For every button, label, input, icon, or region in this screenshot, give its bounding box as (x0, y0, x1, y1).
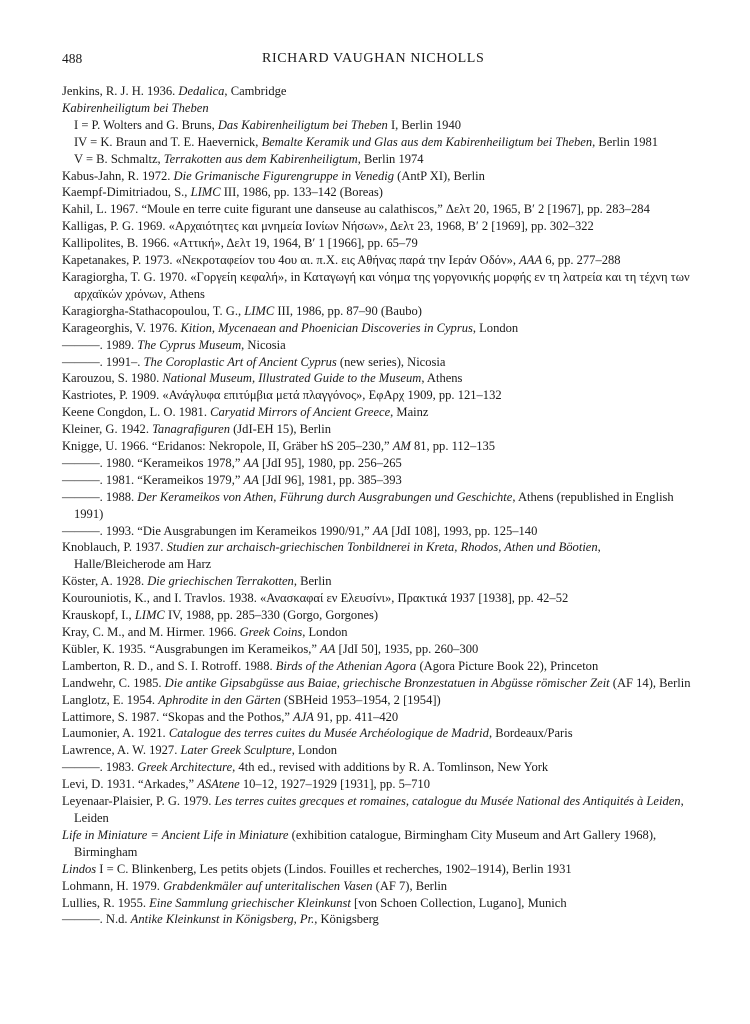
entry-italic: Grabdenkmäler auf unteritalischen Vasen (163, 878, 373, 893)
bibliography-entry (62, 489, 694, 523)
entry-italic: National Museum, Illustrated Guide to the Museum (162, 371, 422, 386)
entry-italic: The Coroplastic Art of Ancient Cyprus (143, 354, 337, 369)
entry-rest: [JdI 50], 1935, pp. 260–300 (335, 641, 479, 656)
entry-text: Knigge, U. 1966. “Eridanos: Nekropole, II, Gräber hS 205–230,” (62, 439, 393, 454)
entry-italic: LIMC (244, 303, 275, 318)
bibliography-entry (62, 455, 694, 472)
entry-text: Levi, D. 1931. “Arkades,” (62, 777, 198, 792)
entry-text: Karagiorgha-Stathacopoulou, T. G., (62, 303, 245, 318)
bibliography-entry (62, 861, 694, 878)
entry-rest: , London (472, 320, 519, 335)
bibliography-entry (62, 421, 694, 438)
entry-rest: , Berlin (293, 574, 332, 589)
entry-text: Karagiorgha, T. G. 1970. «Γοργείη κεφαλή», in Καταγωγή και νόημα της γοργονικής μορφής εν τη λατρεία και τη τέχνη των αρχαϊκών χρόνων, Athens (62, 269, 690, 301)
entry-text: Krauskopf, I., (62, 608, 135, 623)
entry-italic: LIMC (134, 608, 165, 623)
entry-text: ———. 1981. “Kerameikos 1979,” (62, 472, 244, 487)
entry-text: Kapetanakes, P. 1973. «Νεκροταφείον του 4ου αι. π.Χ. εις Αθήνας παρά την Ιεράν Οδόν», (62, 253, 520, 268)
entry-italic: Life in Miniature = Ancient Life in Miniature (62, 827, 289, 842)
entry-italic: Dedalica (178, 84, 225, 98)
entry-rest: IV, 1988, pp. 285–330 (Gorgo, Gorgones) (164, 608, 379, 623)
bibliography-entry (62, 320, 694, 337)
bibliography-entry (62, 438, 694, 455)
bibliography-entry (62, 523, 694, 540)
entry-rest: , Athens (republished in English 1991) (74, 489, 674, 521)
entry-rest: , London (302, 625, 348, 639)
entry-italic: Die antike Gipsabgüsse aus Baiae, griechische Bronzestatuen in Abgüsse römischer Zeit (164, 675, 610, 690)
bibliography-entry (62, 134, 694, 151)
entry-italic: Birds of the Athenian Agora (275, 658, 417, 673)
bibliography-entry (62, 184, 694, 201)
bibliography-entry (62, 793, 694, 827)
bibliography-list (62, 83, 694, 928)
entry-rest: , 4th ed., revised with additions by R. A. Tomlinson, New York (232, 760, 549, 775)
entry-italic: Die Grimanische Figurengruppe in Venedig (173, 168, 394, 183)
entry-text: Kastriotes, P. 1909. «Ανάγλυφα επιτύμβια μετά πλαγγόνος», ΕφΑρχ 1909, pp. 121–132 (62, 388, 502, 403)
entry-text: Landwehr, C. 1985. (62, 675, 165, 690)
entry-italic: AA (243, 455, 259, 470)
bibliography-entry (62, 573, 694, 590)
entry-rest: [JdI 95], 1980, pp. 256–265 (258, 455, 402, 470)
bibliography-entry (62, 83, 694, 100)
bibliography-entry (62, 759, 694, 776)
entry-italic: Tanagrafiguren (152, 422, 230, 437)
entry-italic: The Cyprus Museum (137, 337, 242, 352)
bibliography-entry (62, 252, 694, 269)
entry-rest: I, Berlin 1940 (387, 117, 461, 132)
entry-rest: 6, pp. 277–288 (542, 253, 621, 268)
page-number: 488 (62, 51, 83, 66)
bibliography-entry (62, 675, 694, 692)
entry-italic: Die griechischen Terrakotten (147, 574, 294, 589)
entry-italic: Caryatid Mirrors of Ancient Greece (210, 405, 391, 420)
entry-text: Kallipolites, B. 1966. «Αττική», Δελτ 19, 1964, Β′ 1 [1966], pp. 65–79 (62, 236, 418, 251)
entry-italic: Terrakotten aus dem Kabirenheiligtum (163, 151, 358, 166)
bibliography-entry (62, 895, 694, 912)
entry-rest: III, 1986, pp. 133–142 (Boreas) (220, 185, 383, 200)
entry-text: Keene Congdon, L. O. 1981. (62, 405, 211, 420)
entry-rest: (JdI-EH 15), Berlin (229, 422, 332, 437)
bibliography-entry (62, 709, 694, 726)
bibliography-entry (62, 168, 694, 185)
entry-italic: Antike Kleinkunst in Königsberg, Pr. (130, 912, 315, 927)
bibliography-entry (62, 827, 694, 861)
entry-text: Kübler, K. 1935. “Ausgrabungen im Kerameikos,” (62, 641, 321, 656)
bibliography-entry (62, 235, 694, 252)
entry-text: V = B. Schmaltz, (74, 151, 164, 166)
entry-rest: 81, pp. 112–135 (410, 439, 496, 454)
entry-text: ———. 1988. (62, 489, 138, 504)
entry-italic: AJA (293, 709, 314, 724)
bibliography-entry (62, 404, 694, 421)
entry-text: Kleiner, G. 1942. (62, 422, 153, 437)
bibliography-entry (62, 354, 694, 371)
entry-italic: AA (372, 523, 389, 538)
entry-text: Karageorghis, V. 1976. (62, 320, 181, 335)
bibliography-entry (62, 624, 694, 641)
entry-text: I = P. Wolters and G. Bruns, (74, 117, 218, 132)
entry-text: ———. 1983. (62, 760, 138, 775)
entry-italic: AA (243, 472, 259, 487)
entry-italic: Kition, Mycenaean and Phoenician Discoveries in Cyprus (180, 320, 473, 335)
entry-rest: (new series), Nicosia (336, 354, 446, 369)
entry-rest: [von Schoen Collection, Lugano], Munich (350, 895, 567, 910)
entry-italic: Catalogue des terres cuites du Musée Archéologique de Madrid (168, 726, 489, 741)
entry-rest: , Bordeaux/Paris (488, 726, 573, 741)
entry-rest: 91, pp. 411–420 (313, 709, 399, 724)
entry-italic: ASAtene (197, 777, 240, 792)
entry-text: Lattimore, S. 1987. “Skopas and the Pothos,” (62, 709, 294, 724)
bibliography-entry (62, 607, 694, 624)
entry-text: Kalligas, P. G. 1969. «Αρχαιότητες και μνημεία Ιονίων Νήσων», Δελτ 23, 1968, Β′ 2 [1969], pp. 302–322 (62, 219, 594, 234)
entry-italic: Studien zur archaisch-griechischen Tonbildnerei in Kreta, Rhodos, Athen und Böotien (166, 540, 598, 555)
bibliography-entry (62, 201, 694, 218)
entry-text: Kahil, L. 1967. “Moule en terre cuite figurant une danseuse au calathiscos,” Δελτ 20, 1965, Β′ 2 [1967], pp. 283–284 (62, 202, 650, 217)
entry-text: ———. 1991–. (62, 354, 144, 369)
entry-italic: Lindos (62, 861, 97, 876)
entry-italic: Les terres cuites grecques et romaines, catalogue du Musée National des Antiquités à Leiden (214, 794, 681, 809)
entry-rest: , Nicosia (241, 337, 286, 352)
entry-rest: , Leiden (74, 794, 684, 825)
entry-text: Köster, A. 1928. (62, 574, 148, 589)
entry-rest: I = C. Blinkenberg, Les petits objets (Lindos. Fouilles et recherches, 1902–1914), Berlin 1931 (96, 861, 572, 876)
bibliography-entry (62, 100, 694, 117)
bibliography-entry (62, 269, 694, 303)
bibliography-entry (62, 742, 694, 759)
bibliography-entry (62, 878, 694, 895)
bibliography-entry (62, 641, 694, 658)
entry-rest: (exhibition catalogue, Birmingham City Museum and Art Gallery 1968), Birmingham (74, 827, 657, 859)
entry-italic: Aphrodite in den Gärten (158, 692, 281, 707)
bibliography-entry (62, 303, 694, 320)
bibliography-entry (62, 590, 694, 607)
entry-italic: Bemalte Keramik und Glas aus dem Kabirenheiligtum bei Theben (261, 134, 593, 149)
entry-text: Lamberton, R. D., and S. I. Rotroff. 1988. (62, 658, 276, 673)
running-head: RICHARD VAUGHAN NICHOLLS (262, 51, 485, 66)
page-header (62, 51, 690, 69)
bibliography-entry (62, 911, 694, 928)
entry-rest: , Athens (421, 371, 463, 386)
entry-rest: , Königsberg (314, 912, 379, 927)
entry-rest: [JdI 108], 1993, pp. 125–140 (388, 523, 538, 538)
entry-text: Kaempf-Dimitriadou, S., (62, 185, 191, 200)
entry-rest: , Halle/Bleicherode am Harz (74, 540, 601, 572)
bibliography-entry (62, 337, 694, 354)
entry-rest: , Berlin 1981 (592, 134, 659, 149)
entry-text: ———. 1993. “Die Ausgrabungen im Kerameikos 1990/91,” (62, 523, 373, 538)
bibliography-entry (62, 151, 694, 168)
bibliography-entry (62, 387, 694, 404)
entry-text: ———. 1989. (62, 337, 138, 352)
bibliography-entry (62, 117, 694, 134)
entry-rest: [JdI 96], 1981, pp. 385–393 (258, 472, 402, 487)
entry-rest: (AntP XI), Berlin (394, 168, 485, 183)
bibliography-entry (62, 692, 694, 709)
entry-text: Kourouniotis, K., and I. Travlos. 1938. «Ανασκαφαί εν Ελευσίνι», Πρακτικά 1937 [1938], pp. 42–52 (62, 591, 569, 606)
entry-italic: Kabirenheiligtum bei Theben (62, 100, 209, 115)
entry-italic: Das Kabirenheiligtum bei Theben (217, 117, 388, 132)
entry-italic: LIMC (190, 185, 221, 200)
bibliography-entry (62, 539, 694, 573)
entry-rest: , Cambridge (224, 84, 287, 98)
entry-rest: (Agora Picture Book 22), Princeton (416, 658, 599, 673)
bibliography-entry (62, 658, 694, 675)
entry-text: Lawrence, A. W. 1927. (62, 743, 181, 758)
entry-text: Jenkins, R. J. H. 1936. (62, 84, 179, 98)
entry-rest: (AF 14), Berlin (609, 675, 691, 690)
entry-text: ———. N.d. (62, 912, 131, 927)
bibliography-entry (62, 725, 694, 742)
entry-rest: III, 1986, pp. 87–90 (Baubo) (274, 303, 422, 318)
bibliography-entry (62, 472, 694, 489)
entry-text: Karouzou, S. 1980. (62, 371, 163, 386)
bibliography-entry (62, 218, 694, 235)
entry-rest: , London (291, 743, 338, 758)
entry-italic: Later Greek Sculpture (180, 743, 292, 758)
entry-text: ———. 1980. “Kerameikos 1978,” (62, 455, 244, 470)
entry-italic: AAA (519, 253, 543, 268)
entry-rest: , Berlin 1974 (357, 151, 424, 166)
bibliography-entry (62, 370, 694, 387)
entry-text: Lullies, R. 1955. (62, 895, 150, 910)
entry-text: Langlotz, E. 1954. (62, 692, 159, 707)
entry-text: Leyenaar-Plaisier, P. G. 1979. (62, 794, 215, 809)
entry-italic: AM (392, 439, 411, 454)
entry-italic: Greek Architecture (137, 760, 233, 775)
entry-text: Kray, C. M., and M. Hirmer. 1966. (62, 625, 240, 639)
entry-text: Knoblauch, P. 1937. (62, 540, 167, 555)
entry-text: Laumonier, A. 1921. (62, 726, 169, 741)
entry-italic: Eine Sammlung griechischer Kleinkunst (149, 895, 351, 910)
entry-italic: Der Kerameikos von Athen, Führung durch Ausgrabungen und Geschichte (137, 489, 513, 504)
entry-italic: AA (320, 641, 336, 656)
bibliography-entry (62, 776, 694, 793)
entry-text: IV = K. Braun and T. E. Haevernick, (74, 134, 262, 149)
entry-rest: (SBHeid 1953–1954, 2 [1954]) (280, 692, 441, 707)
entry-text: Kabus-Jahn, R. 1972. (62, 168, 174, 183)
entry-rest: , Mainz (390, 405, 429, 420)
entry-rest: 10–12, 1927–1929 [1931], pp. 5–710 (239, 777, 430, 792)
entry-text: Lohmann, H. 1979. (62, 878, 164, 893)
entry-italic: Greek Coins (239, 625, 303, 639)
entry-rest: (AF 7), Berlin (372, 878, 448, 893)
